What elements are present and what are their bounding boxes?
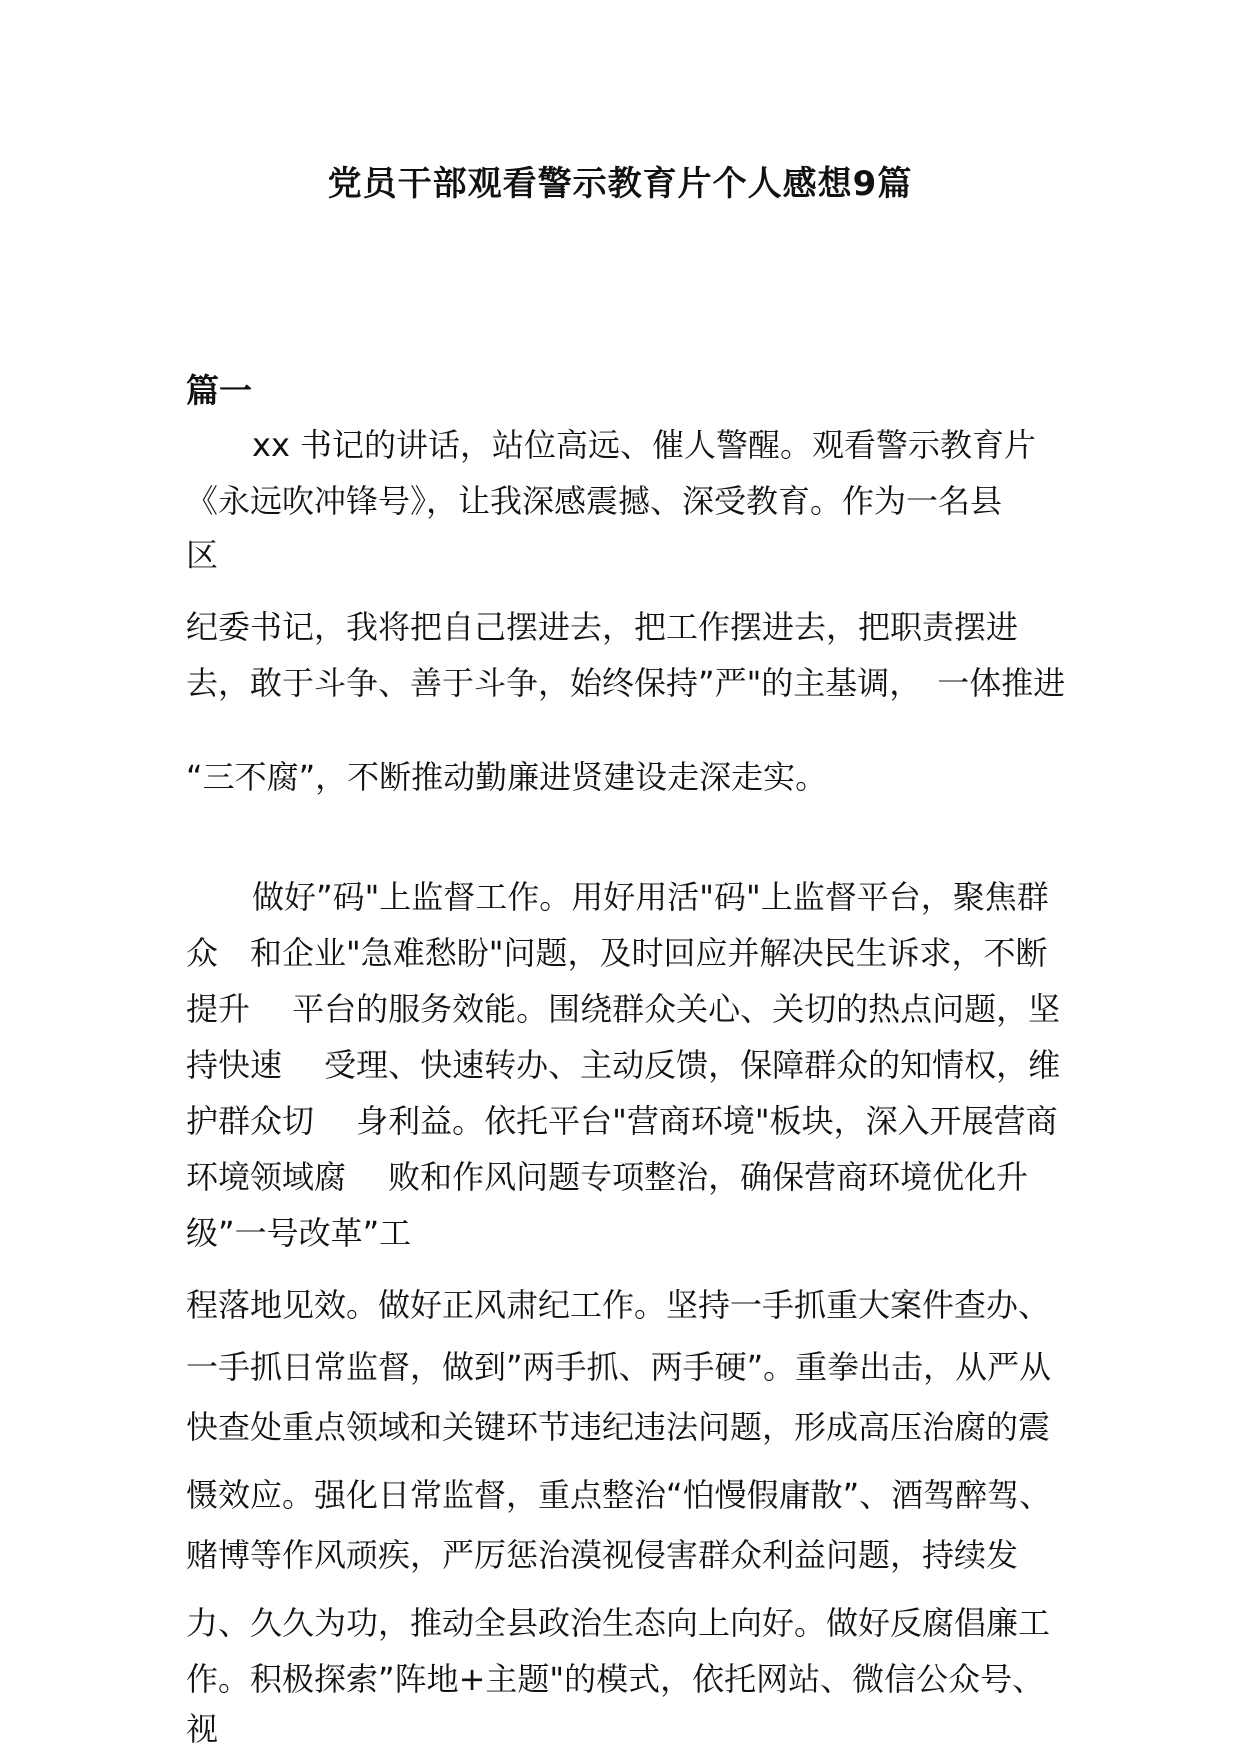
paragraph-line: 环境领域腐 败和作风问题专项整治，确保营商环境优化升 <box>186 1158 1029 1196</box>
paragraph-line: 区 <box>186 536 219 574</box>
paragraph-line: 众 和企业"急难愁盼"问题，及时回应并解决民生诉求，不断 <box>186 934 1048 972</box>
paragraph-line: 一手抓日常监督，做到”两手抓、两手硬”。重拳出击，从严从 <box>186 1348 1052 1386</box>
paragraph-line: 《永远吹冲锋号》，让我深感震撼、深受教育。作为一名县 <box>186 482 1003 520</box>
paragraph-line: 提升 平台的服务效能。围绕群众关心、关切的热点问题，坚 <box>186 990 1061 1028</box>
paragraph-line: 快查处重点领域和关键环节违纪违法问题，形成高压治腐的震 <box>186 1408 1051 1446</box>
paragraph-line: 纪委书记，我将把自己摆进去，把工作摆进去，把职责摆进 <box>186 608 1019 646</box>
paragraph-line: 赌博等作风顽疾，严厉惩治漠视侵害群众利益问题，持续发 <box>186 1536 1019 1574</box>
paragraph-line: 视 <box>186 1710 219 1748</box>
paragraph-line: xx 书记的讲话，站位高远、催人警醒。观看警示教育片 <box>252 426 1037 464</box>
paragraph-line: 做好”码"上监督工作。用好用活"码"上监督平台，聚焦群 <box>252 878 1049 916</box>
paragraph-line: 级”一号改革”工 <box>186 1214 412 1252</box>
paragraph-line: 程落地见效。做好正风肃纪工作。坚持一手抓重大案件查办、 <box>186 1286 1051 1324</box>
paragraph-line: 慑效应。强化日常监督，重点整治“怕慢假庸散”、酒驾醉驾、 <box>186 1476 1052 1514</box>
paragraph-line: 去，敢于斗争、善于斗争，始终保持”严"的主基调， 一体推进 <box>186 664 1066 702</box>
paragraph-line: 护群众切 身利益。依托平台"营商环境"板块，深入开展营商 <box>186 1102 1058 1140</box>
paragraph-line: 持快速 受理、快速转办、主动反馈，保障群众的知情权，维 <box>186 1046 1061 1084</box>
paragraph-line: 力、久久为功，推动全县政治生态向上向好。做好反腐倡廉工 <box>186 1604 1051 1642</box>
paragraph-line: “三不腐”，不断推动勤廉进贤建设走深走实。 <box>186 758 828 796</box>
paragraph-line: 作。积极探索”阵地+主题"的模式，依托网站、微信公众号、 <box>186 1660 1045 1698</box>
document-title: 党员干部观看警示教育片个人感想9篇 <box>327 164 913 204</box>
section-heading: 篇一 <box>186 371 252 410</box>
